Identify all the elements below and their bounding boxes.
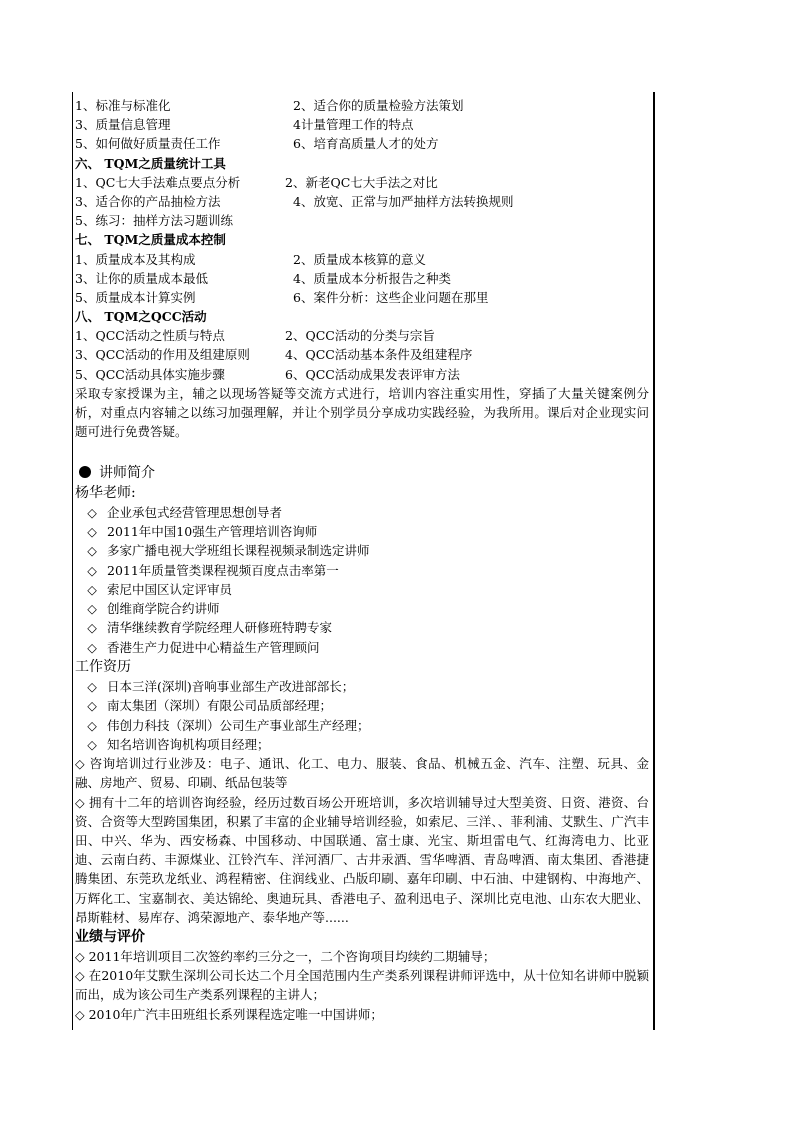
- outline-row: [75, 115, 649, 134]
- list-item-text: 清华继续教育学院经理人研修班特聘专家: [107, 620, 333, 636]
- outline-item: 5、质量成本计算实例: [75, 289, 196, 305]
- outline-item: 5、如何做好质量责任工作: [75, 136, 221, 152]
- instructor-heading: [75, 463, 649, 483]
- outline-row: [75, 345, 649, 364]
- outline-item: 六、 TQM之质量统计工具: [75, 155, 226, 171]
- outline-item: 3、让你的质量成本最低: [75, 270, 208, 286]
- outline-item: 八、 TQM之QCC活动: [75, 309, 207, 325]
- list-item-text: 2011年中国10强生产管理培训咨询师: [107, 523, 318, 539]
- list-item-text: 创维商学院合约讲师: [107, 601, 220, 617]
- outline-item: 4、质量成本分析报告之种类: [293, 270, 451, 286]
- list-item-text: 索尼中国区认定评审员: [107, 581, 233, 597]
- diamond-icon: ◇: [87, 543, 97, 559]
- instructor-heading-text: 讲师简介: [99, 464, 155, 481]
- diamond-icon: ◇: [87, 523, 97, 539]
- outline-item: 4、QCC活动基本条件及组建程序: [285, 347, 473, 363]
- outline-row: [75, 192, 649, 211]
- instructor-titles: [75, 503, 649, 657]
- outline-row: [75, 173, 649, 192]
- performance-item: ◇ 2010年广汽丰田班组长系列课程选定唯一中国讲师；: [75, 1006, 383, 1022]
- outline-row: [75, 288, 649, 307]
- outline-item: 1、标准与标准化: [75, 98, 171, 113]
- list-item-text: 企业承包式经营管理思想创导者: [107, 504, 283, 520]
- outline-item: 4计量管理工作的特点: [293, 117, 414, 133]
- outline-row: [75, 250, 649, 269]
- outline-item: 3、QCC活动的作用及组建原则: [75, 347, 250, 363]
- experience-paragraph: ◇ 拥有十二年的培训咨询经验，经历过数百场公开班培训，多次培训辅导过大型美资、日资、港资、台资、合资等大型跨国集团，积累了丰富的企业辅导培训经验，如索尼、三洋、、菲利浦、艾默生、广汽丰田、中兴、华为、西安杨森、中国移动、中国联通、富士康、光宝、斯坦雷电气、红海湾电力、比亚迪、云南白药、丰源煤业、江铃汽车、洋河酒厂、古井汞酒、雪华啤酒、青岛啤酒、南太集团、香港捷腾集团、东莞玖龙纸业、鸿程精密、住润线业、凸版印刷、嘉年印刷、中石油、中建钢构、中海地产、万辉化工、宝嘉制衣、美达锦纶、奥迪玩具、香港电子、盈利迅电子、深圳比克电池、山东农大肥业、昂斯鞋材、易库存、鸿荣源地产、泰华地产等......: [75, 794, 649, 925]
- list-item-text: 南太集团（深圳）有限公司品质部经理；: [107, 698, 333, 714]
- diamond-icon: ◇: [87, 601, 97, 617]
- list-item: [75, 561, 649, 580]
- list-item: [75, 580, 649, 599]
- diamond-icon: ◇: [87, 678, 97, 694]
- list-item: [75, 677, 649, 696]
- outline-item: 4、放宽、正常与加严抽样方法转换规则: [293, 193, 514, 209]
- outline-item: 1、QC七大手法难点要点分析: [75, 174, 241, 190]
- list-item: [75, 541, 649, 560]
- outline-item: 2、新老QC七大手法之对比: [285, 174, 438, 190]
- performance-item: ◇ 在2010年艾默生深圳公司长达二个月全国范围内生产类系列课程讲师评选中，从十位知名讲师中脱颖而出，成为该公司生产类系列课程的主讲人；: [75, 968, 649, 1003]
- section-heading: [75, 154, 649, 173]
- list-item-text: 2011年质量管类课程视频百度点击率第一: [107, 562, 339, 578]
- outline-row: [75, 96, 649, 115]
- work-list: [75, 677, 649, 754]
- outline-item: 5、QCC活动具体实施步骤: [75, 366, 225, 382]
- list-item: [75, 599, 649, 618]
- performance-heading: 业绩与评价: [75, 929, 145, 945]
- list-item: [75, 618, 649, 637]
- outline-item: 2、QCC活动的分类与宗旨: [285, 328, 435, 344]
- outline-item: 2、适合你的质量检验方法策划: [293, 98, 464, 113]
- section-heading: [75, 230, 649, 249]
- performance-item: ◇ 2011年培训项目二次签约率约三分之一，二个咨询项目均续约二期辅导；: [75, 949, 496, 964]
- outline-item: 6、QCC活动成果发表评审方法: [285, 366, 460, 382]
- document-body: [75, 96, 649, 1024]
- list-item-text: 多家广播电视大学班组长课程视频录制选定讲师: [107, 543, 370, 559]
- work-heading: 工作资历: [75, 658, 131, 675]
- diamond-icon: ◇: [87, 717, 97, 733]
- outline-item: 3、适合你的产品抽检方法: [75, 193, 221, 209]
- outline-list: [75, 96, 649, 384]
- industries-paragraph: ◇ 咨询培训过行业涉及：电子、通讯、化工、电力、服装、食品、机械五金、汽车、注塑、玩具、金融、房地产、贸易、印刷、纸品包装等: [75, 756, 649, 791]
- bullet-icon: [79, 466, 91, 478]
- outline-row: [75, 134, 649, 153]
- diamond-icon: ◇: [87, 620, 97, 636]
- outline-row: [75, 365, 649, 384]
- diamond-icon: ◇: [87, 698, 97, 714]
- outline-item: 3、质量信息管理: [75, 117, 171, 133]
- outline-row: [75, 211, 649, 230]
- instructor-name: 杨华老师:: [75, 484, 136, 501]
- outline-item: 1、QCC活动之性质与特点: [75, 328, 225, 344]
- list-item-text: 香港生产力促进中心精益生产管理顾问: [107, 639, 320, 655]
- outline-item: 5、练习：抽样方法习题训练: [75, 213, 233, 229]
- outline-item: 2、质量成本核算的意义: [293, 251, 426, 267]
- method-paragraph: 采取专家授课为主，辅之以现场答疑等交流方式进行，培训内容注重实用性，穿插了大量关键案例分析，对重点内容辅之以练习加强理解，并让个别学员分享成功实践经验，为我所用。课后对企业现实问题可进行免费答疑。: [75, 385, 649, 440]
- diamond-icon: ◇: [87, 562, 97, 578]
- list-item: [75, 716, 649, 735]
- diamond-icon: ◇: [87, 581, 97, 597]
- list-item: [75, 638, 649, 657]
- section-heading: [75, 307, 649, 326]
- diamond-icon: ◇: [87, 639, 97, 655]
- outline-item: 七、 TQM之质量成本控制: [75, 232, 226, 248]
- list-item-text: 日本三洋(深圳)音响事业部生产改进部部长；: [107, 678, 355, 694]
- list-item-text: 知名培训咨询机构项目经理；: [107, 736, 270, 752]
- list-item: [75, 696, 649, 715]
- list-item: [75, 522, 649, 541]
- outline-item: 1、质量成本及其构成: [75, 251, 196, 267]
- list-item-text: 伟创力科技（深圳）公司生产事业部生产经理；: [107, 717, 370, 733]
- outline-item: 6、案件分析：这些企业问题在那里: [293, 289, 489, 305]
- diamond-icon: ◇: [87, 504, 97, 520]
- list-item: [75, 503, 649, 522]
- outline-row: [75, 326, 649, 345]
- list-item: [75, 735, 649, 754]
- diamond-icon: ◇: [87, 736, 97, 752]
- outline-item: 6、培育高质量人才的处方: [293, 136, 439, 152]
- outline-row: [75, 269, 649, 288]
- spacer: [75, 441, 649, 460]
